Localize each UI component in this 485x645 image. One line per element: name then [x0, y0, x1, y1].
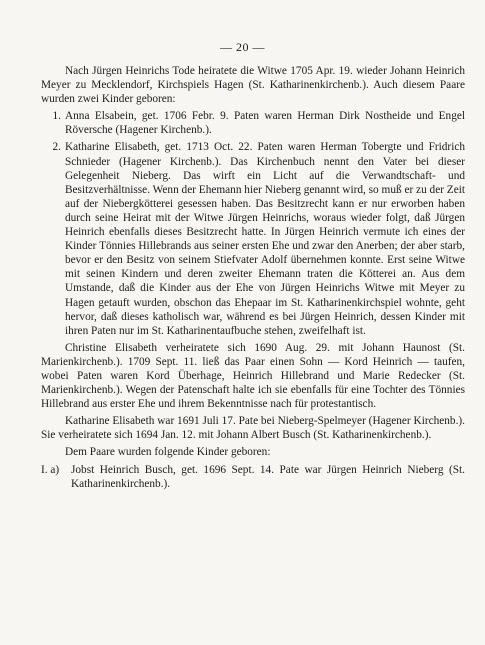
- list-item-text: Anna Elsabein, get. 1706 Febr. 9. Paten waren Herman Dirk Nostheide und Engel Röversche (Hagener Kirchenb.).: [65, 110, 465, 137]
- document-body: [41, 64, 465, 491]
- list-item-number: 2.: [52, 141, 61, 154]
- list-item-text: Jobst Heinrich Busch, get. 1696 Sept. 14. Pate war Jürgen Heinrich Nieberg (St. Katharinenkirchenb.).: [71, 463, 465, 490]
- list-item: [41, 109, 465, 137]
- list-item-number: 1.: [52, 110, 61, 123]
- list-item-number: I. a): [41, 463, 60, 476]
- christine-paragraph: Christine Elisabeth verheiratete sich 1690 Aug. 29. mit Johann Haunost (St. Marienkirchenb.). 1709 Sept. 11. ließ das Paar einen Sohn — Kord Heinrich — taufen, wobei Paten waren Kord Überhage, Heinrich Hillebrand und Marie Redecker (St. Marienkirchenb.). Wegen der Patenschaft halte ich sie ebenfalls für eine Tochter des Tönnies Hillebrand aus erster Ehe und ihrem Bekenntnisse nach für protestantisch.: [41, 341, 465, 411]
- list-item-text: Katharine Elisabeth, get. 1713 Oct. 22. Paten waren Herman Tobergte und Fridrich Schnieder (Hagener Kirchenb.). Das Kirchenbuch nennt den Vater bei dieser Gelegenheit Nieberg. Das wirft ein Licht auf die Verwandtschaft- und Besitzverhältnisse. Wenn der Ehemann hier Nieberg genannt wird, so muß er zu der Zeit auf der Niebergkötterei gesessen haben. Das Besitzrecht kann er nur erworben haben durch seine Heirat mit der Witwe Jürgen Heinrichs, woraus wieder folgt, daß Jürgen Heinrich ebenfalls dieses Besitzrecht hatte. In Jürgen Heinrich vermute ich eines der Kinder Tönnies Hillebrands aus seiner ersten Ehe und zwar den Anerben; der aber starb, bevor er den Besitz von seinem Stiefvater Adolf übernehmen konnte. Erst seine Witwe mit seinen Kindern und deren zweiter Ehemann traten die Kötterei an. Aus dem Umstande, daß die Kinder aus der Ehe von Jürgen Heinrichs Witwe mit Meyer zu Hagen getauft wurden, obschon das Ehepaar im St. Katharinenkirchspiel wohnte, geht hervor, daß dieses katholisch war, während es bei Jürgen Heinrich, dessen Kinder mit ihren Paten nur im St. Katharinentaufbuche stehen, zweifelhaft ist.: [65, 141, 465, 337]
- page-number: — 20 —: [220, 40, 265, 54]
- list-item: [41, 463, 465, 491]
- children-intro-paragraph: Dem Paare wurden folgende Kinder geboren:: [65, 446, 271, 459]
- list-item: [41, 140, 465, 337]
- katharine-paragraph: Katharine Elisabeth war 1691 Juli 17. Pate bei Nieberg-Spelmeyer (Hagener Kirchenb.). Sie verheiratete sich 1694 Jan. 12. mit Johann Albert Busch (St. Katharinenkirchenb.).: [41, 415, 465, 442]
- intro-paragraph: Nach Jürgen Heinrichs Tode heiratete die Witwe 1705 Apr. 19. wieder Johann Heinrich Meyer zu Mecklendorf, Kirchspiels Hagen (St. Katharinenkirchenb.). Auch diesem Paare wurden zwei Kinder geboren:: [41, 65, 465, 106]
